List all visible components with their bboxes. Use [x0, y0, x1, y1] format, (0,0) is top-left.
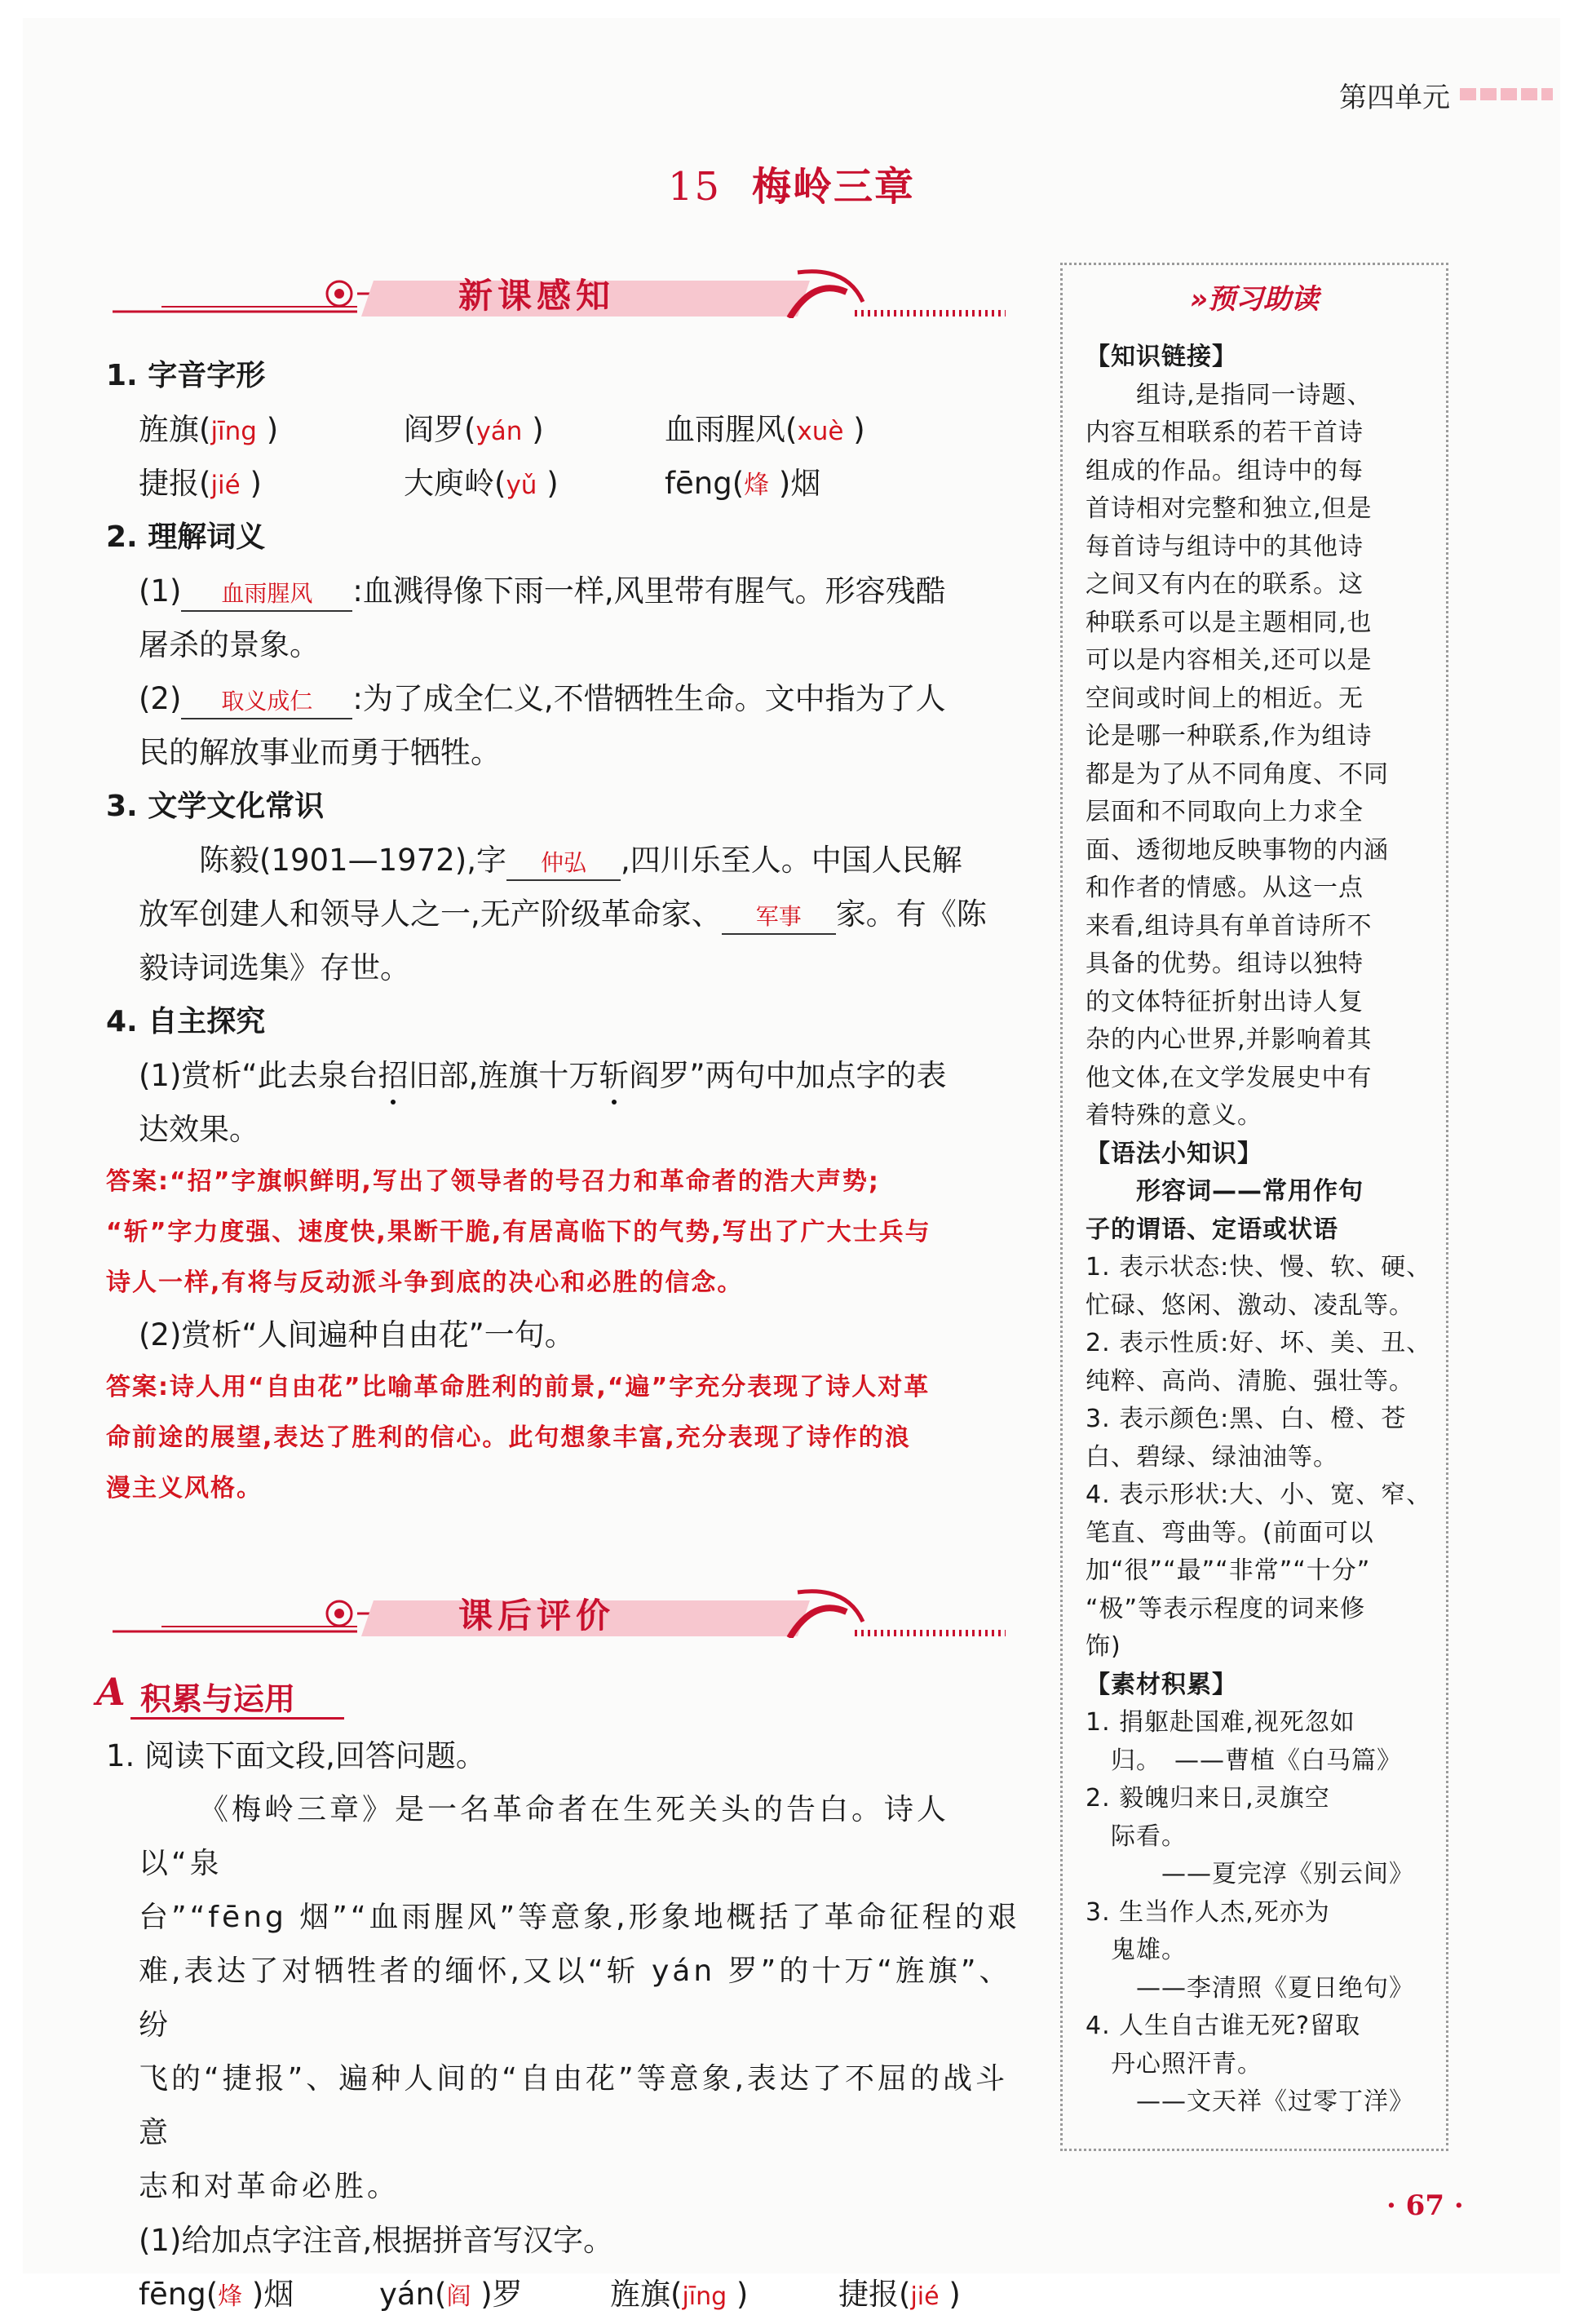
passage-line: 难,表达了对牺牲者的缅怀,又以“斩 yán 罗”的十万“旌旗”、纷	[139, 1954, 1012, 2042]
passage-line: 台”“fēng 烟”“血雨腥风”等意象,形象地概括了革命征程的艰	[139, 1901, 1020, 1934]
q4-answer-2: 答案:诗人用“自由花”比喻革命胜利的前景,“遍”字充分表现了诗人对革 命前途的展望,表达了胜利的信心。此句想象丰富,充分表现了诗作的浪 漫主义风格。	[106, 1373, 931, 1503]
q1-heading: 1. 字音字形	[106, 359, 266, 392]
fill-row	[106, 2268, 1028, 2322]
section-banner-new-lesson	[113, 269, 1006, 318]
q2-heading: 2. 理解词义	[106, 520, 266, 554]
q4-heading: 4. 自主探究	[106, 1005, 266, 1038]
q1-item: fēng(烽 )烟	[665, 466, 821, 501]
double-chevron-icon: »	[1189, 283, 1209, 316]
passage-line: 志和对革命必胜。	[139, 2170, 400, 2203]
section-title: 课后评价	[458, 1596, 615, 1636]
category-letter: A	[96, 1670, 126, 1714]
unit-decoration	[1480, 88, 1497, 100]
page-number: · 67 ·	[1386, 2189, 1464, 2222]
knowledge-heading: 【知识链接】	[1086, 343, 1237, 371]
q3-line: 放军创建人和领导人之一,无产阶级革命家、 军事 家。有《陈	[106, 888, 1028, 941]
unit-decoration	[1541, 88, 1553, 100]
q4-answer-1: 答案:“招”字旗帜鲜明,写出了领导者的号召力和革命者的浩大声势; “斩”字力度强、速度快,果断干脆,有居高临下的气势,写出了广大士兵与 诗人一样,有将与反动派斗争到底的决心和必胜的信念。	[106, 1167, 931, 1297]
q1-item: 血雨腥风(xuè )	[665, 412, 865, 447]
unit-decoration	[1501, 88, 1517, 100]
lesson-title: 梅岭三章	[752, 164, 916, 210]
section-evaluation	[106, 1729, 1028, 2322]
sidebar-title: »预习助读	[1189, 283, 1320, 316]
sidebar-preview-guide	[1060, 263, 1448, 2151]
q1-item: 旌旗(jīng )	[139, 412, 279, 447]
q2-item-1: (1) 血雨腥风 :血溅得像下雨一样,风里带有腥气。形容残酷	[106, 564, 1028, 618]
unit-decoration	[1460, 88, 1476, 100]
q1-item: 大庾岭(yǔ )	[404, 466, 559, 501]
category-underline	[130, 1717, 344, 1720]
passage-line: 《梅岭三章》是一名革命者在生死关头的告白。诗人以“泉	[139, 1793, 950, 1880]
section-banner-evaluation	[113, 1589, 1006, 1638]
fill-item: yán(阎 )罗	[379, 2277, 523, 2312]
unit-label: 第四单元	[1339, 82, 1450, 114]
knowledge-block: 【知识链接】 组诗,是指同一诗题、 内容互相联系的若干首诗 组成的作品。组诗中的每 首诗相对完整和独立,但是 每首诗与组诗中的其他诗 之间又有内在的联系。这 种联系可以是主题相同,也 可以是内容相关,还可以是 空间或时间上的相近。无 论是哪一种联系,作为组诗 都是为了从不同角度、不同 层面和不同取向上力求全 面、透彻地反映事物的内涵 和作者的情感。从这一点 来看,组诗具有单首诗所不 具备的优势。组诗以独特 的文体特征折射出诗人复 杂的内心世界,并影响着其 他文体,在文学发展史中有 着特殊的意义。 【语法小知识】 形容词——常用作句 子的谓语、定语或状语 1. 表示状态:快、慢、软、硬、 忙碌、悠闲、激动、凌乱等。 2. 表示性质:好、坏、美、丑、 纯粹、高尚、清脆、强壮等。 3. 表示颜色:黑、白、橙、苍 白、碧绿、绿油油等。 4. 表示形状:大、小、宽、窄、 笔直、弯曲等。(前面可以 加“很”“最”“非常”“十分” “极”等表示程度的词来修 饰) 【素材积累】 1. 捐躯赴国难,视死忽如 归。 ——曹植《白马篇》 2. 毅魄归来日,灵旗空 际看。 ——夏完淳《别云间》 3. 生当作人杰,死亦为 鬼雄。 ——李清照《夏日绝句》 4. 人生自古谁无死?留取 丹心照汗青。 ——文天祥《过零丁洋》	[1086, 339, 1433, 2122]
category-title: 积累与运用	[140, 1681, 296, 1717]
q1-heading: 1. 阅读下面文段,回答问题。	[106, 1738, 486, 1773]
page-title	[0, 155, 1583, 211]
q3-line: 陈毅(1901—1972),字 仲弘 ,四川乐至人。中国人民解	[106, 834, 1028, 888]
sub-question: (1)给加点字注音,根据拼音写汉字。	[139, 2223, 614, 2258]
q1-item: 阎罗(yán )	[404, 412, 544, 447]
answer-blank: 血雨腥风	[181, 578, 352, 612]
material-heading: 【素材积累】	[1086, 1670, 1237, 1699]
unit-decoration	[1521, 88, 1537, 100]
q4-sub1-cont: 达效果。	[139, 1112, 259, 1147]
q1-item: 捷报(jié )	[139, 466, 262, 501]
grammar-heading: 【语法小知识】	[1086, 1139, 1262, 1168]
q1-grid	[106, 403, 1028, 511]
section-new-lesson	[106, 349, 1028, 1514]
q3-line: 毅诗词选集》存世。	[139, 950, 410, 985]
fill-item: 旌旗(jīng )	[610, 2277, 749, 2312]
q4-sub1: (1)赏析“此去泉台招旧部,旌旗十万斩阎罗”两句中加点字的表	[139, 1058, 947, 1093]
fill-item: fēng(烽 )烟	[139, 2277, 294, 2312]
answer-blank: 军事	[722, 901, 836, 935]
q2-item-2: (2) 取义成仁 :为了成全仁义,不惜牺牲生命。文中指为了人	[106, 672, 1028, 726]
lesson-number: 15	[667, 164, 722, 210]
q2-item-2-cont: 民的解放事业而勇于牺牲。	[139, 735, 501, 770]
q2-item-1-cont: 屠杀的景象。	[139, 627, 320, 662]
answer-blank: 仲弘	[506, 847, 621, 881]
section-title: 新课感知	[458, 276, 615, 316]
q4-sub2: (2)赏析“人间遍种自由花”一句。	[139, 1317, 575, 1352]
answer-blank: 取义成仁	[181, 685, 352, 719]
passage-line: 飞的“捷报”、遍种人间的“自由花”等意象,表达了不屈的战斗意	[139, 2062, 1009, 2149]
fill-item: 捷报(jié )	[838, 2277, 961, 2312]
q3-heading: 3. 文学文化常识	[106, 790, 325, 823]
